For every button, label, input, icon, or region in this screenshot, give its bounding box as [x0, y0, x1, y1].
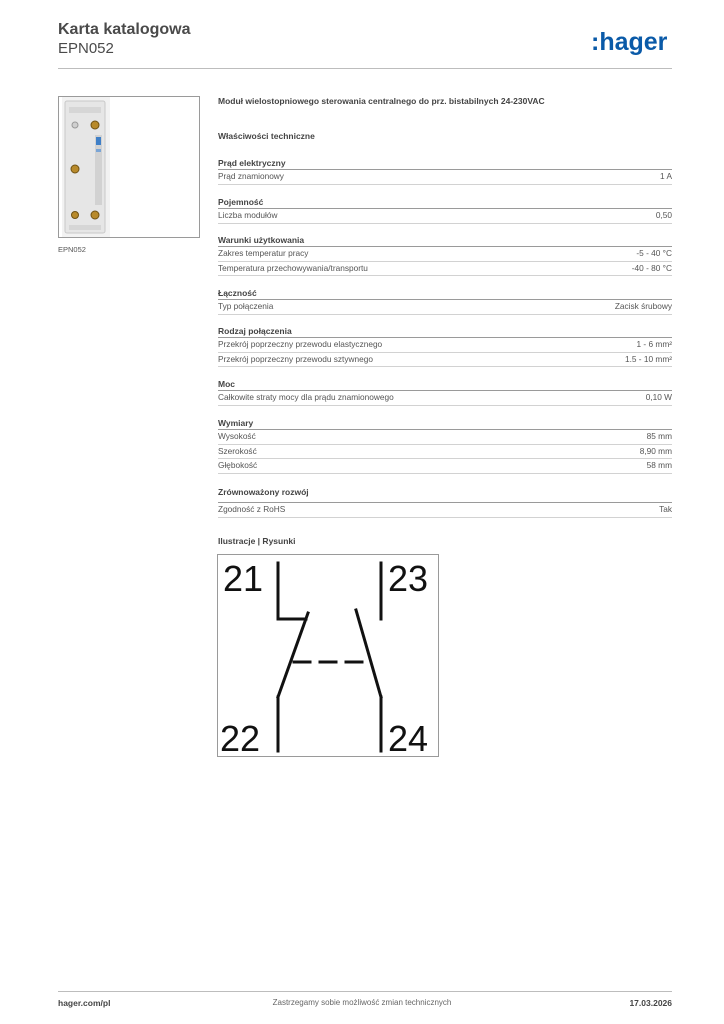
spec-value: -40 - 80 °C [631, 262, 672, 273]
spec-label: Całkowite straty mocy dla prądu znamionowego [218, 392, 394, 402]
spec-row [218, 209, 672, 224]
wiring-diagram [217, 554, 439, 757]
spec-label: Liczba modułów [218, 210, 278, 220]
spec-value: 0,10 W [645, 392, 672, 402]
spec-label: Temperatura przechowywania/transportu [218, 262, 368, 273]
footer-date: 17.03.2026 [629, 998, 672, 1008]
spec-row [218, 247, 672, 262]
hager-logo [591, 27, 675, 57]
terminal-23-label: 23 [388, 558, 429, 599]
spec-value: -5 - 40 °C [636, 248, 672, 258]
spec-row [218, 445, 672, 460]
spec-value: 1 - 6 mm² [636, 339, 672, 349]
terminal-24-label: 24 [388, 718, 429, 756]
terminal-22-label: 22 [220, 718, 261, 756]
spec-value: 58 mm [646, 460, 672, 471]
spec-label: Zakres temperatur pracy [218, 248, 309, 258]
document-title: Karta katalogowa [58, 21, 191, 38]
spec-group-connectivity [218, 287, 672, 315]
illustrations-heading: Ilustracje | Rysunki [218, 536, 296, 546]
spec-group-title: Rodzaj połączenia [218, 325, 672, 338]
product-image-frame [58, 96, 200, 238]
spec-row [218, 430, 672, 445]
spec-label: Przekrój poprzeczny przewodu elastycznego [218, 339, 383, 349]
spec-row [218, 391, 672, 406]
spec-row [218, 262, 672, 277]
spec-row [218, 353, 672, 368]
spec-group-title: Prąd elektryczny [218, 157, 672, 170]
spec-group-power [218, 378, 672, 406]
product-description: Moduł wielostopniowego sterowania centralnego do prz. bistabilnych 24-230VAC [218, 96, 545, 106]
spec-group-title: Pojemność [218, 196, 672, 209]
footer-website-link[interactable]: hager.com/pl [58, 998, 111, 1008]
header-divider [58, 68, 672, 69]
spec-group-title: Zrównoważony rozwój [218, 486, 672, 503]
modular-device-image [59, 97, 199, 237]
spec-label: Przekrój poprzeczny przewodu sztywnego [218, 353, 373, 364]
spec-group-sustainability [218, 486, 672, 518]
spec-group-dimensions [218, 417, 672, 474]
spec-group-title: Warunki użytkowania [218, 234, 672, 247]
spec-label: Typ połączenia [218, 301, 274, 311]
terminal-21-label: 21 [223, 558, 264, 599]
spec-label: Wysokość [218, 431, 256, 441]
spec-value: 1 A [660, 171, 672, 181]
logo-text: :hager [591, 28, 668, 56]
spec-value: Tak [659, 504, 672, 514]
spec-value: 8,90 mm [639, 445, 672, 456]
spec-label: Głębokość [218, 460, 258, 471]
spec-group-electric-current [218, 157, 672, 185]
spec-group-title: Moc [218, 378, 672, 391]
spec-value: 85 mm [646, 431, 672, 441]
spec-row [218, 338, 672, 353]
spec-row [218, 170, 672, 185]
spec-group-title: Łączność [218, 287, 672, 300]
product-image-caption: EPN052 [58, 245, 86, 254]
footer-divider [58, 991, 672, 992]
spec-group-operating-conditions [218, 234, 672, 276]
spec-group-title: Wymiary [218, 417, 672, 430]
contact-schematic [218, 555, 438, 756]
technical-properties-heading: Właściwości techniczne [218, 131, 315, 141]
spec-group-capacity [218, 196, 672, 224]
contact-lines [278, 563, 381, 751]
product-code: EPN052 [58, 40, 114, 57]
footer-disclaimer: Zastrzegamy sobie możliwość zmian technicznych [272, 998, 452, 1007]
spec-label: Prąd znamionowy [218, 171, 284, 181]
spec-value: 0,50 [655, 210, 672, 220]
spec-label: Zgodność z RoHS [218, 504, 286, 514]
spec-row [218, 459, 672, 474]
spec-row [218, 300, 672, 315]
spec-row [218, 503, 672, 518]
spec-label: Szerokość [218, 445, 257, 456]
spec-value: 1.5 - 10 mm² [624, 353, 672, 364]
spec-value: Zacisk śrubowy [614, 301, 672, 311]
spec-group-connection-type [218, 325, 672, 367]
